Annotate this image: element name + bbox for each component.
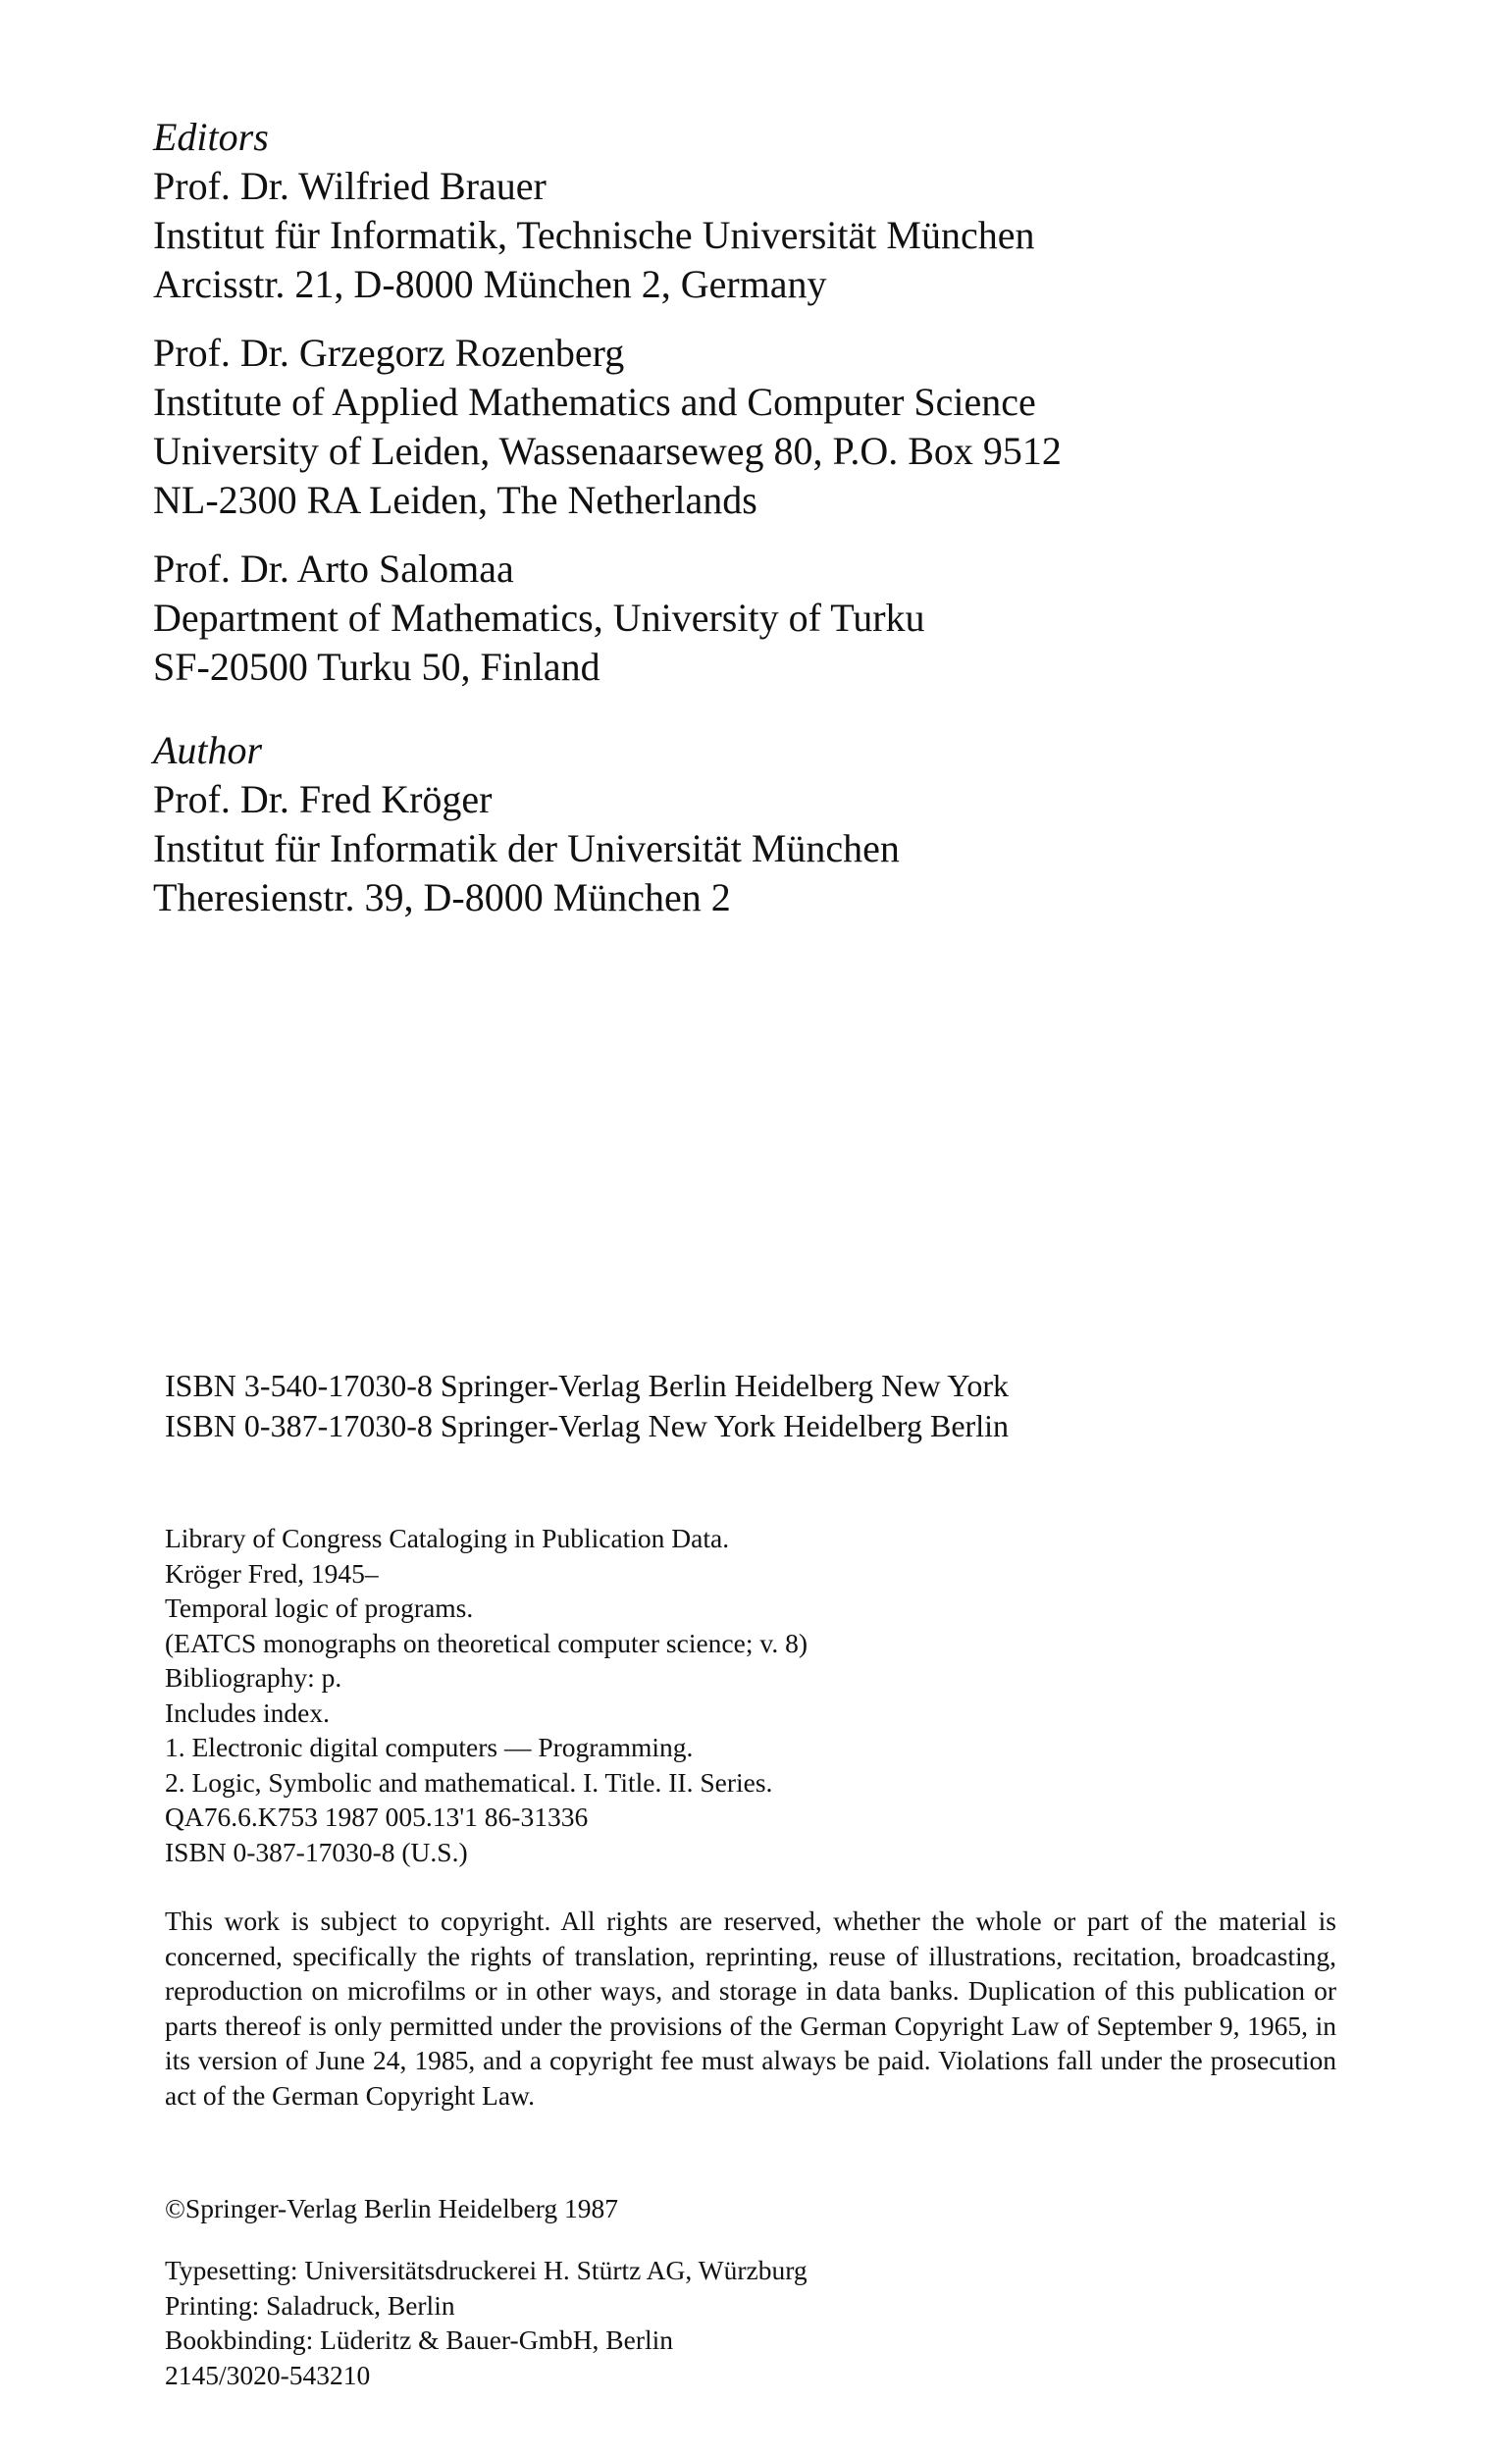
author-name: Prof. Dr. Fred Kröger (153, 777, 493, 821)
author-section (153, 726, 1394, 922)
cataloging-line: ISBN 0-387-17030-8 (U.S.) (165, 1836, 468, 1867)
author-address: Theresienstr. 39, D-8000 München 2 (153, 875, 731, 919)
cataloging-line: Temporal logic of programs. (165, 1593, 474, 1623)
editor-affiliation: Institut für Informatik, Technische Universität München (153, 213, 1035, 257)
cataloging-line: 1. Electronic digital computers — Programming. (165, 1732, 694, 1762)
copyright-notice-section (153, 1904, 1336, 2113)
editors-section (153, 113, 1394, 711)
production-line: Bookbinding: Lüderitz & Bauer-GmbH, Berlin (165, 2324, 674, 2355)
editor-address: SF-20500 Turku 50, Finland (153, 645, 600, 689)
cataloging-line: (EATCS monographs on theoretical computer science; v. 8) (165, 1627, 808, 1658)
editor-name: Prof. Dr. Grzegorz Rozenberg (153, 331, 625, 375)
editor-entry-brauer (153, 162, 1394, 309)
cataloging-line: Bibliography: p. (165, 1662, 342, 1693)
cataloging-line: 2. Logic, Symbolic and mathematical. I. Title. II. Series. (165, 1766, 773, 1798)
isbn-line: ISBN 0-387-17030-8 Springer-Verlag New York Heidelberg Berlin (165, 1408, 1009, 1443)
editor-entry-rozenberg (153, 329, 1394, 525)
editor-name: Prof. Dr. Wilfried Brauer (153, 164, 547, 208)
editor-entry-salomaa (153, 545, 1394, 692)
production-section (153, 2253, 1394, 2392)
copyright-line-section (153, 2191, 1394, 2226)
copyright-notice-text: This work is subject to copyright. All rights are reserved, whether the whole or part of the material is concerned, specifically the rights of translation, reprinting, reuse of illustrations, recitation, broadcasting, reproduction on microfilms or in other ways, and storage in data banks. Duplication of this publication or parts thereof is only permitted under the provisions of the German Copyright Law of September 9, 1965, in its version of June 24, 1985, and a copyright fee must always be paid. Violations fall under the prosecution act of the German Copyright Law. (165, 1906, 1336, 2111)
editor-address: University of Leiden, Wassenaarseweg 80, P.O. Box 9512 (153, 429, 1062, 473)
production-line: Typesetting: Universitätsdruckerei H. Stürtz AG, Würzburg (165, 2255, 808, 2285)
cataloging-section (153, 1521, 1394, 1869)
editor-address: Arcisstr. 21, D-8000 München 2, Germany (153, 262, 827, 306)
editors-heading: Editors (153, 115, 269, 159)
production-line: 2145/3020-543210 (165, 2359, 371, 2390)
editor-address: NL-2300 RA Leiden, The Netherlands (153, 478, 757, 522)
editor-affiliation: Institute of Applied Mathematics and Computer Science (153, 380, 1036, 424)
editor-name: Prof. Dr. Arto Salomaa (153, 547, 514, 591)
copyright-line: ©Springer-Verlag Berlin Heidelberg 1987 (165, 2193, 619, 2223)
isbn-line: ISBN 3-540-17030-8 Springer-Verlag Berlin Heidelberg New York (165, 1368, 1009, 1403)
cataloging-line: Library of Congress Cataloging in Publication Data. (165, 1523, 730, 1553)
author-affiliation: Institut für Informatik der Universität München (153, 826, 900, 870)
editor-affiliation: Department of Mathematics, University of Turku (153, 596, 925, 640)
author-heading: Author (153, 728, 263, 772)
cataloging-line: Kröger Fred, 1945– (165, 1557, 379, 1589)
cataloging-line: QA76.6.K753 1987 005.13'1 86-31336 (165, 1802, 589, 1832)
production-line: Printing: Saladruck, Berlin (165, 2289, 455, 2321)
cataloging-line: Includes index. (165, 1697, 331, 1728)
isbn-section (153, 1366, 1394, 1446)
